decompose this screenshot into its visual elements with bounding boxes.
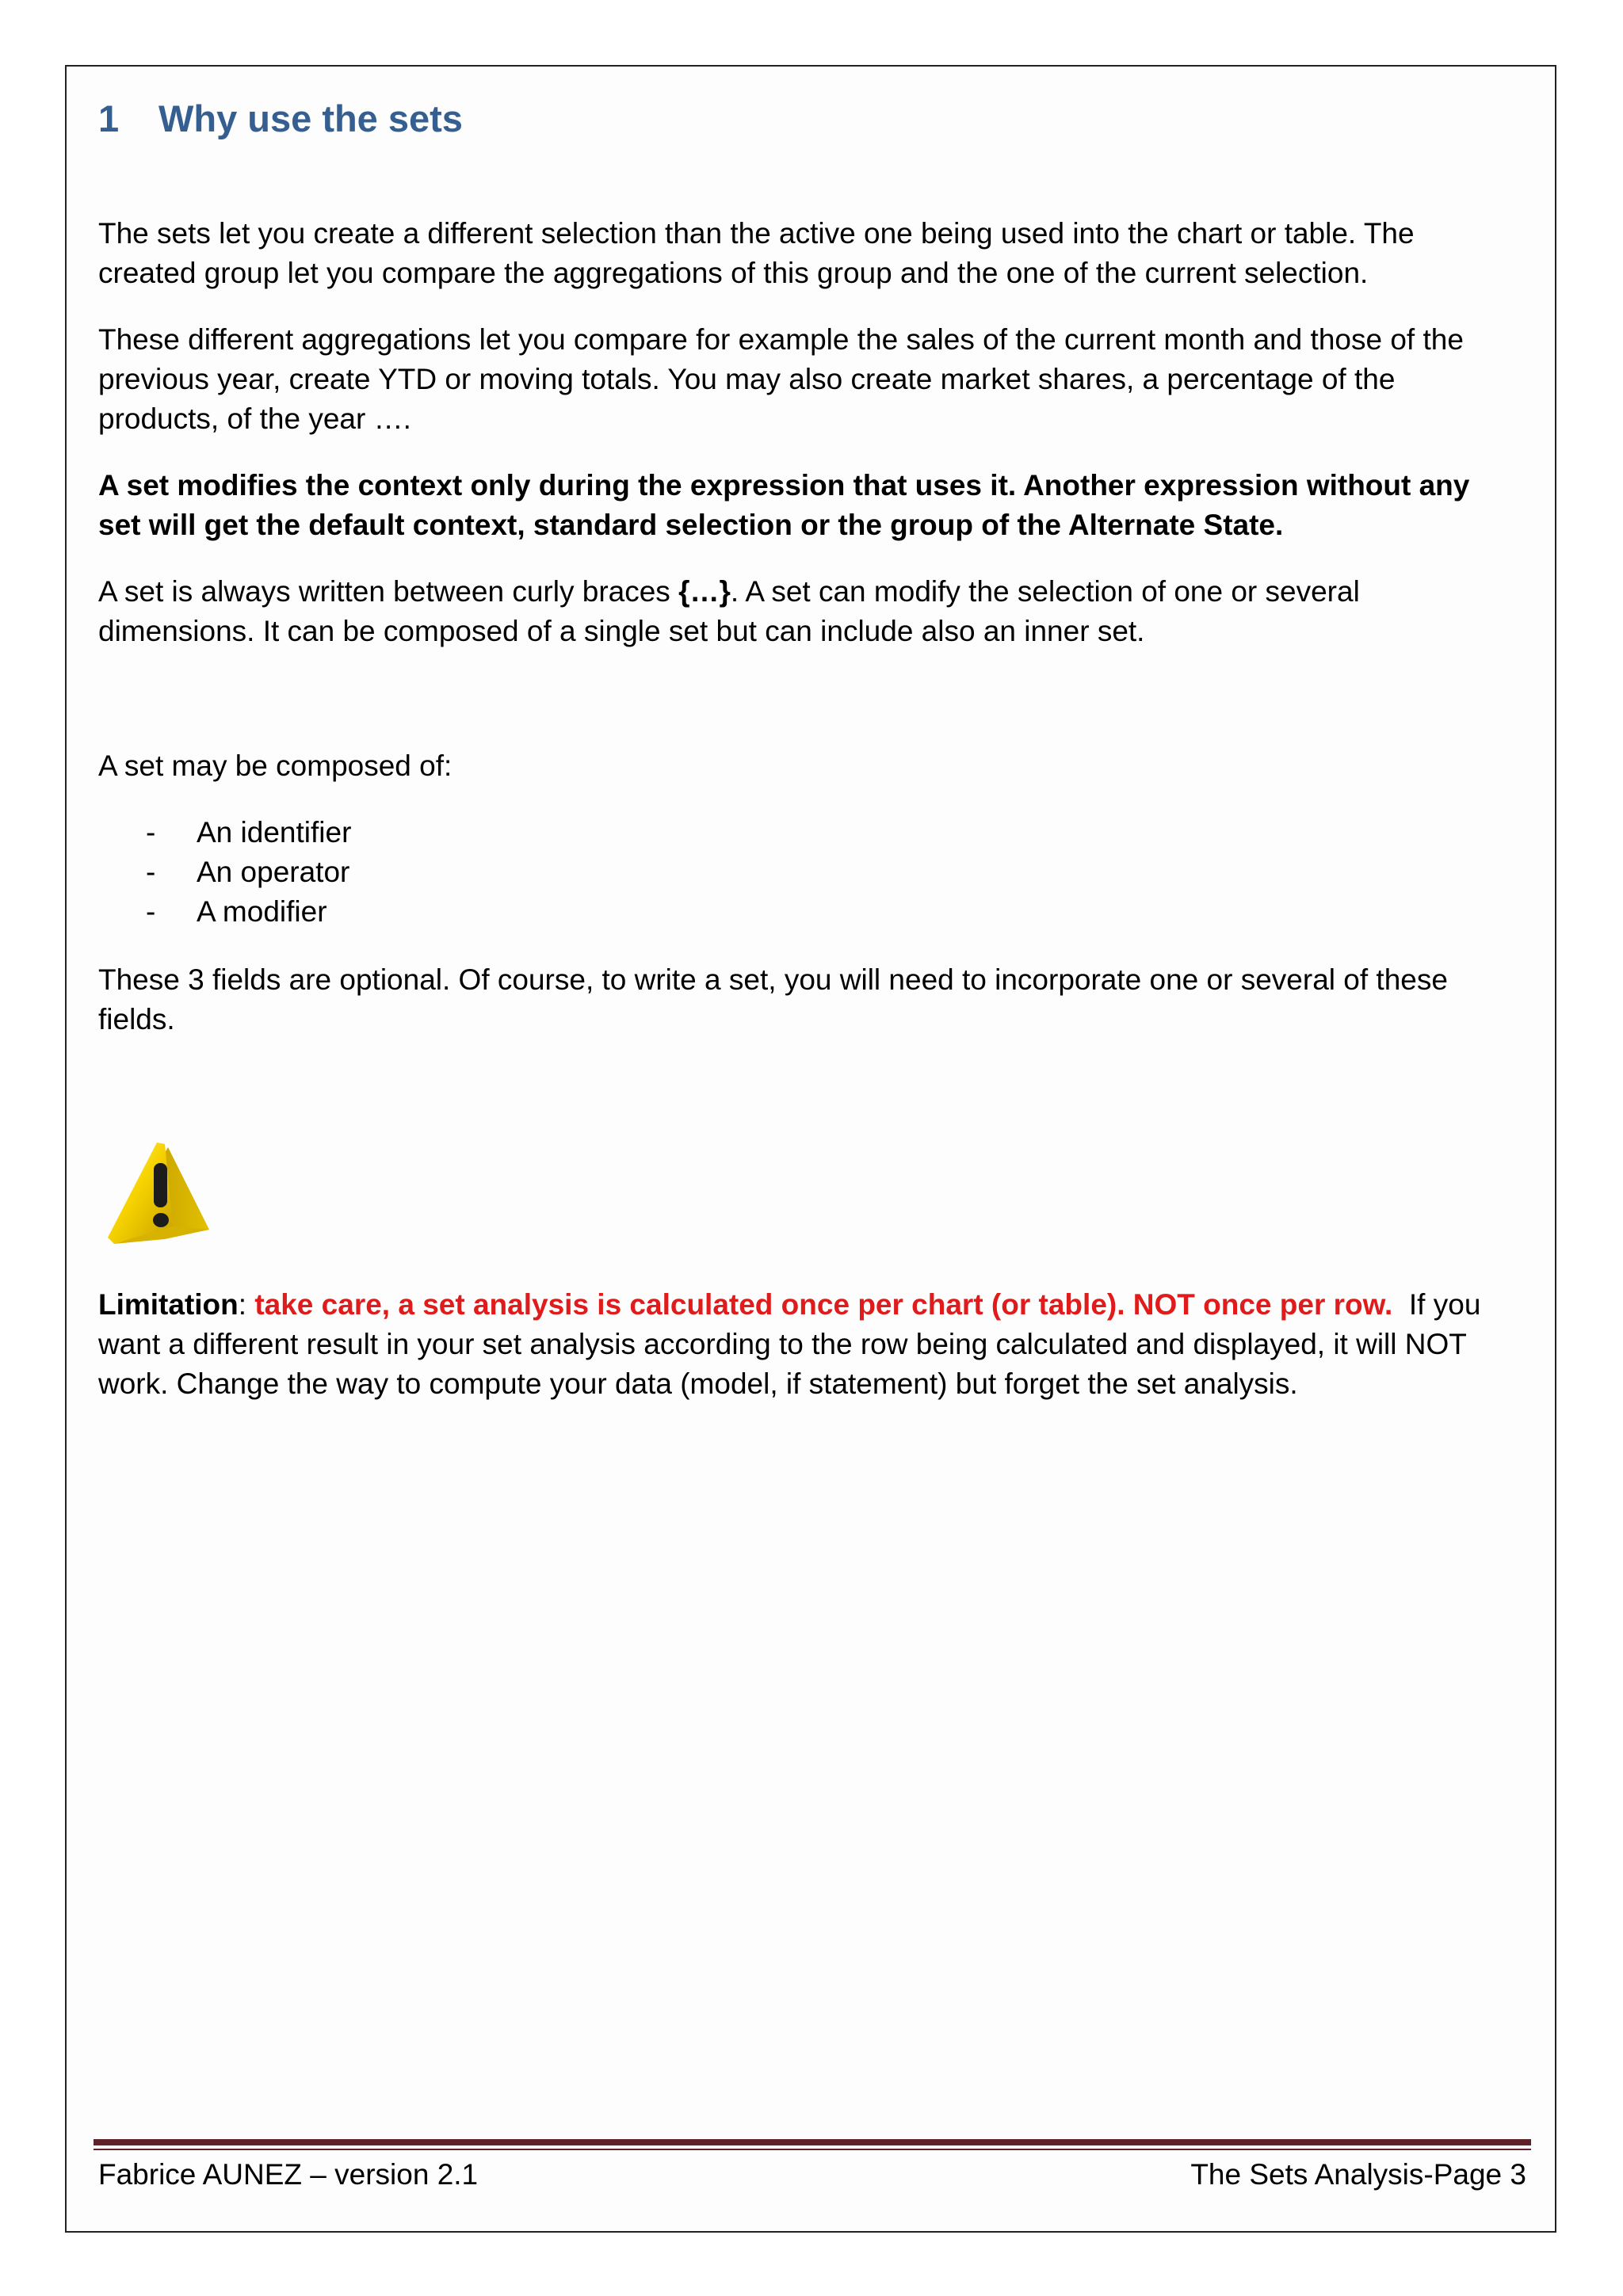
paragraph-optional-fields <box>98 960 1517 1039</box>
section-heading <box>98 97 463 140</box>
paragraph-context-line-2: set will get the default context, standard selection or the group of the Alternate State. <box>98 509 1284 541</box>
footer-page-number: The Sets Analysis-Page 3 <box>1190 2158 1526 2191</box>
footer-author: Fabrice AUNEZ – version 2.1 <box>98 2158 479 2191</box>
paragraph-optional-line-2: fields. <box>98 1003 175 1035</box>
paragraph-context-line-1: A set modifies the context only during the expression that uses it. Another expression without any <box>98 469 1470 502</box>
footer-rule-thin <box>94 2149 1531 2150</box>
list-item <box>98 892 351 932</box>
footer-rule <box>94 2139 1531 2145</box>
limitation-colon: : <box>238 1288 255 1321</box>
paragraph-braces-line-1-end: . A set can modify the selection of one or several <box>730 575 1360 608</box>
paragraph-aggregations-line-2: previous year, create YTD or moving totals. You may also create market shares, a percentage of the <box>98 363 1396 395</box>
limitation-label: Limitation <box>98 1288 239 1321</box>
list-dash: - <box>146 895 156 928</box>
list-item-text: A modifier <box>197 895 327 928</box>
paragraph-context-note <box>98 466 1517 545</box>
section-number: 1 <box>98 97 120 139</box>
list-item-text: An operator <box>197 856 350 888</box>
paragraph-aggregations-line-3: products, of the year …. <box>98 402 411 435</box>
list-item <box>98 813 351 852</box>
paragraph-intro-line-2: created group let you compare the aggregations of this group and the one of the current selection. <box>98 257 1369 289</box>
paragraph-aggregations-line-1: These different aggregations let you compare for example the sales of the current month and those of the <box>98 323 1464 356</box>
list-item-text: An identifier <box>197 816 352 849</box>
paragraph-limitation <box>98 1285 1517 1404</box>
paragraph-braces-line-2: dimensions. It can be composed of a single set but can include also an inner set. <box>98 615 1145 647</box>
limitation-line-3: work. Change the way to compute your data (model, if statement) but forget the set analysis. <box>98 1367 1298 1400</box>
paragraph-composed-of <box>98 746 1517 786</box>
list-dash: - <box>146 856 156 888</box>
paragraph-intro-line-1: The sets let you create a different selection than the active one being used into the chart or table. The <box>98 217 1415 250</box>
warning-icon <box>103 1141 214 1249</box>
curly-braces-text: {…} <box>678 575 731 608</box>
section-title: Why use the sets <box>158 97 463 139</box>
composition-list <box>98 813 351 932</box>
paragraph-aggregations <box>98 320 1517 439</box>
list-item <box>98 852 351 892</box>
paragraph-composed-of-text: A set may be composed of: <box>98 749 453 782</box>
limitation-line-1-rest: If you <box>1392 1288 1481 1321</box>
paragraph-braces-line-1-start: A set is always written between curly braces <box>98 575 679 608</box>
limitation-highlight: take care, a set analysis is calculated once per chart (or table). NOT once per row. <box>254 1288 1393 1321</box>
paragraph-curly-braces <box>98 572 1517 651</box>
list-dash: - <box>146 816 156 849</box>
paragraph-intro <box>98 214 1517 293</box>
paragraph-optional-line-1: These 3 fields are optional. Of course, to write a set, you will need to incorporate one or several of these <box>98 963 1448 996</box>
limitation-line-2: want a different result in your set analysis according to the row being calculated and displayed, it will NOT <box>98 1328 1467 1360</box>
